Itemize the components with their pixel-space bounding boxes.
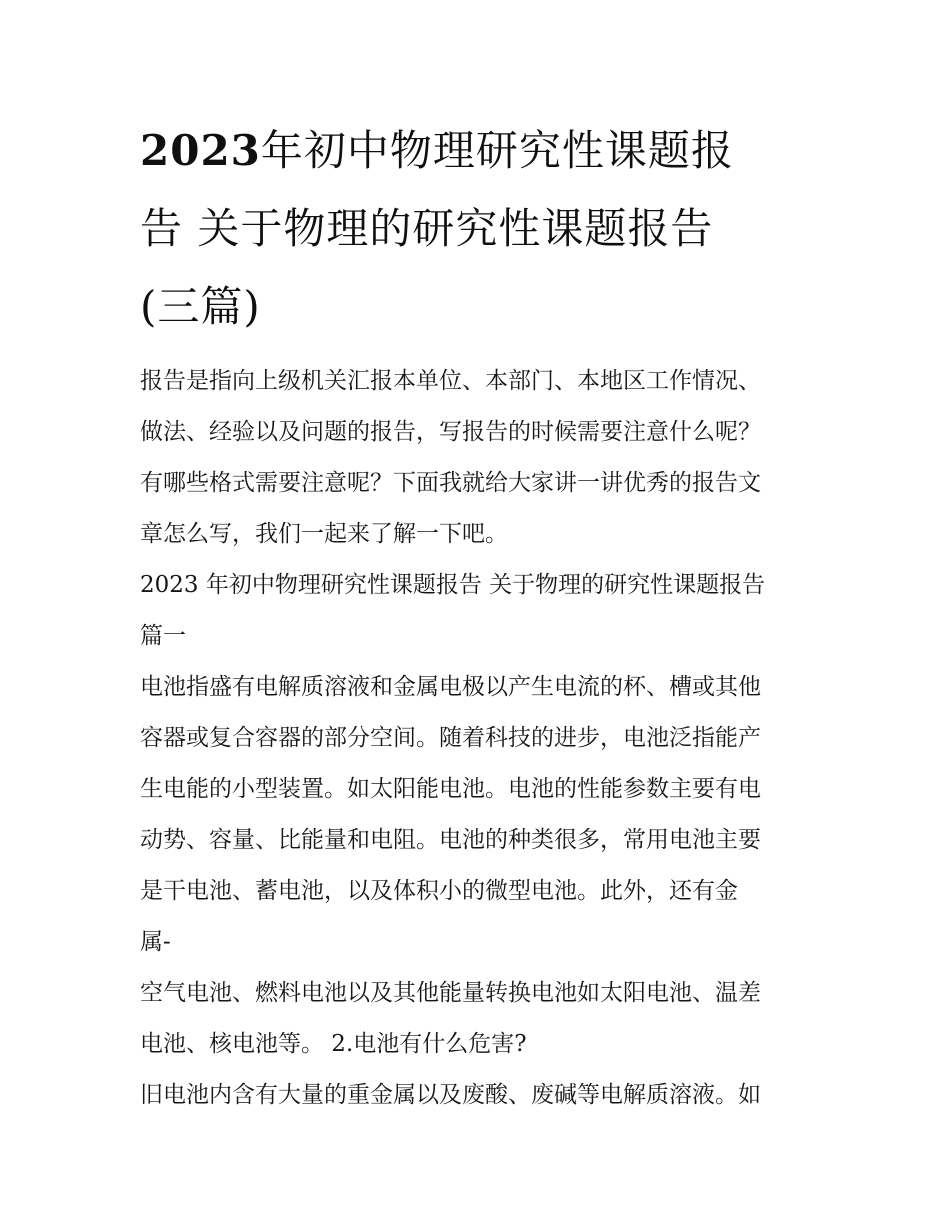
title-year: 2023 [140,126,261,175]
paragraph-battery-types [140,968,820,1070]
text-line: 做法、经验以及问题的报告，写报告的时候需要注意什么呢？ [140,419,761,445]
title-line-1 [140,112,840,190]
text-line: 有哪些格式需要注意呢？下面我就给大家讲一讲优秀的报告文 [140,470,761,496]
title-line-1-text: 年初中物理研究性课题报 [260,126,734,175]
title-line-2: 告 关于物理的研究性课题报告 [140,204,714,253]
text-line: 报告是指向上级机关汇报本单位、本部门、本地区工作情况、 [140,368,761,394]
text-line: 篇一 [140,623,186,649]
text-line: 动势、容量、比能量和电阻。电池的种类很多，常用电池主要 [140,827,761,853]
text-line: 空气电池、燃料电池以及其他能量转换电池如太阳电池、温差 [140,980,761,1006]
text-line: 旧电池内含有大量的重金属以及废酸、废碱等电解质溶液。如 [140,1082,761,1108]
text-line: 电池、核电池等。 2.电池有什么危害? [140,1031,527,1057]
text-line: 2023 年初中物理研究性课题报告 关于物理的研究性课题报告 [140,572,766,598]
text-line: 容器或复合容器的部分空间。随着科技的进步，电池泛指能产 [140,725,761,751]
text-line: 是干电池、蓄电池，以及体积小的微型电池。此外，还有金 [140,878,738,904]
paragraph-battery-hazards [140,1070,820,1121]
paragraph-battery-definition [140,662,820,968]
text-line: 电池指盛有电解质溶液和金属电极以产生电流的杯、槽或其他 [140,674,761,700]
page-title [140,112,840,346]
text-line: 生电能的小型装置。如太阳能电池。电池的性能参数主要有电 [140,776,761,802]
title-line-3: (三篇) [140,282,261,331]
paragraph-intro [140,356,820,560]
text-line: 属- [140,929,171,955]
text-line: 章怎么写，我们一起来了解一下吧。 [140,521,508,547]
document-body [140,356,820,1121]
section-heading [140,560,820,662]
